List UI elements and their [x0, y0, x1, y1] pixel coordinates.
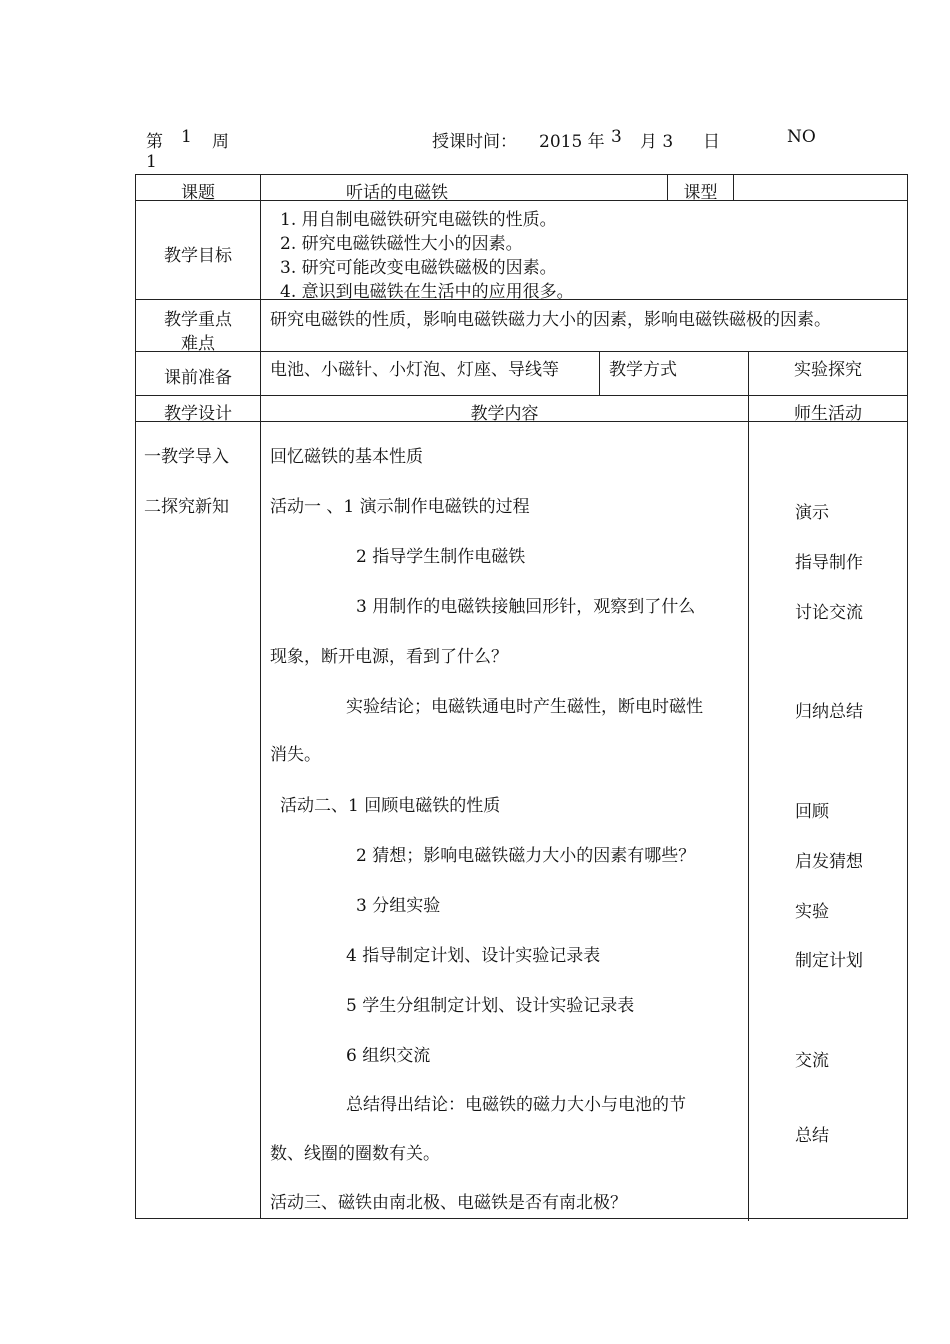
activity-item: 指导制作: [795, 553, 863, 573]
method-value: 实验探究: [794, 360, 862, 380]
activity-item: 回顾: [795, 802, 829, 822]
key-value: 研究电磁铁的性质，影响电磁铁磁力大小的因素，影响电磁铁磁极的因素。: [270, 310, 831, 330]
section-intro: 一教学导入: [144, 447, 229, 467]
content-line: 2 猜想；影响电磁铁磁力大小的因素有哪些？: [356, 846, 696, 866]
activity-item: 讨论交流: [795, 603, 863, 623]
key-label-2: 难点: [181, 334, 215, 354]
activity-item: 演示: [795, 503, 829, 523]
activity-item: 制定计划: [795, 951, 863, 971]
content-line: 3 用制作的电磁铁接触回形针，观察到了什么: [356, 597, 696, 617]
goal-item: 3. 研究可能改变电磁铁磁极的因素。: [280, 258, 557, 278]
content-line: 3 分组实验: [356, 896, 441, 916]
method-label: 教学方式: [609, 360, 677, 380]
no-value: 1: [146, 152, 157, 172]
topic-value: 听话的电磁铁: [346, 183, 448, 203]
content-line: 5 学生分组制定计划、设计实验记录表: [346, 996, 635, 1016]
week-label-1: 第: [146, 132, 163, 152]
no-label: NO: [787, 127, 816, 147]
goal-item: 4. 意识到电磁铁在生活中的应用很多。: [280, 282, 574, 302]
content-line: 实验结论；电磁铁通电时产生磁性，断电时磁性: [346, 697, 703, 717]
section-explore: 二探究新知: [144, 497, 229, 517]
activity-item: 总结: [795, 1126, 829, 1146]
activity-label: 师生活动: [794, 404, 862, 424]
week-label-2: 周: [212, 132, 229, 152]
month-number: 3: [611, 127, 622, 147]
year: 2015 年: [539, 132, 605, 152]
content-line: 数、线圈的圈数有关。: [270, 1144, 440, 1164]
activity-item: 启发猜想: [795, 852, 863, 872]
design-label: 教学设计: [164, 404, 232, 424]
month-label: 月 3: [640, 132, 674, 152]
prep-value: 电池、小磁针、小灯泡、灯座、导线等: [270, 360, 559, 380]
content-label: 教学内容: [470, 404, 539, 424]
activity-item: 实验: [795, 902, 829, 922]
content-line: 6 组织交流: [346, 1046, 431, 1066]
topic-label: 课题: [181, 183, 215, 203]
goal-item: 2. 研究电磁铁磁性大小的因素。: [280, 234, 523, 254]
content-line: 活动二、1 回顾电磁铁的性质: [280, 796, 501, 816]
day-label: 日: [703, 132, 720, 152]
content-line: 4 指导制定计划、设计实验记录表: [346, 946, 601, 966]
content-line: 回忆磁铁的基本性质: [270, 447, 423, 467]
content-line: 现象，断开电源，看到了什么？: [270, 647, 508, 667]
time-label: 授课时间：: [432, 132, 517, 152]
prep-label: 课前准备: [164, 368, 232, 388]
content-line: 2 指导学生制作电磁铁: [356, 547, 526, 567]
key-label-1: 教学重点: [164, 310, 232, 330]
content-line: 总结得出结论：电磁铁的磁力大小与电池的节: [346, 1095, 686, 1115]
activity-item: 交流: [795, 1051, 829, 1071]
week-number: 1: [181, 127, 192, 147]
activity-item: 归纳总结: [795, 702, 863, 722]
goals-label: 教学目标: [164, 246, 232, 266]
type-label: 课型: [683, 183, 718, 203]
content-line: 活动三、磁铁由南北极、电磁铁是否有南北极？: [270, 1193, 627, 1213]
content-line: 消失。: [270, 745, 321, 765]
content-line: 活动一 、1 演示制作电磁铁的过程: [270, 497, 530, 517]
goal-item: 1. 用自制电磁铁研究电磁铁的性质。: [280, 210, 557, 230]
